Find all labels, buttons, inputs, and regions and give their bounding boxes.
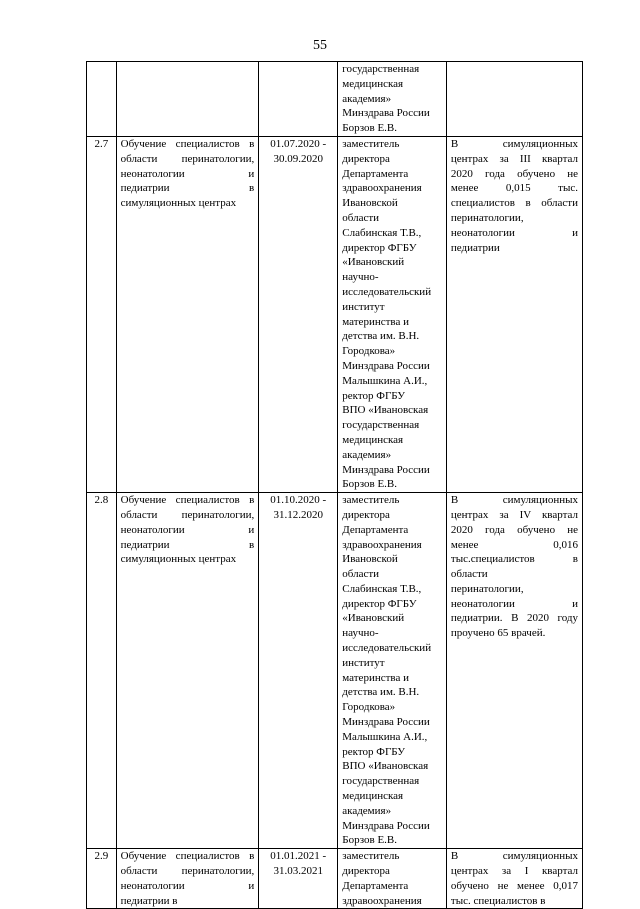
cell-text-line: ректор ФГБУ [342, 389, 406, 402]
result-cell [446, 136, 582, 492]
cell-text-line: неонатологии и [120, 879, 255, 892]
cell-text-line: педиатрии в [120, 894, 178, 907]
deadline-cell [259, 136, 338, 492]
cell-text-line: государственная [342, 419, 420, 432]
cell-text-line: Минздрава России [342, 359, 430, 372]
cell-text-line: государственная [342, 63, 420, 75]
row-number-cell: 2.8 [87, 493, 117, 849]
cell-text-line: Ивановской [342, 197, 398, 210]
cell-text-line: заместитель [342, 850, 400, 863]
deadline-cell [259, 849, 338, 909]
cell-text-line: Обучение специалистов в [120, 494, 255, 507]
measure-name-cell [116, 136, 259, 492]
cell-text-line: ректор ФГБУ [342, 745, 406, 758]
cell-text-line: тыс.специалистов в [450, 553, 578, 566]
cell-text-line: институт [342, 300, 385, 313]
deadline-cell [259, 62, 338, 137]
cell-text-line: области перинатологии, [120, 508, 255, 521]
cell-text-line: ВПО «Ивановская [342, 760, 429, 773]
cell-text-line: педиатрии в [120, 182, 255, 195]
cell-text-line: академия» [342, 448, 392, 461]
cell-text-line: научно- [342, 271, 379, 284]
cell-text-line: проучено 65 врачей. [450, 627, 546, 640]
cell-text-line: директора [342, 508, 390, 521]
table-row [87, 493, 583, 849]
cell-text-line: 31.03.2021 [273, 865, 324, 878]
measure-name-cell [116, 493, 259, 849]
table-row [87, 62, 583, 137]
measures-table [86, 61, 583, 909]
cell-text-line: Департамента [342, 523, 409, 536]
deadline-cell [259, 493, 338, 849]
cell-text-line: перинатологии, [450, 582, 524, 595]
measures-table-body [87, 62, 583, 909]
row-number-cell: 2.7 [87, 136, 117, 492]
cell-text-line: директора [342, 152, 390, 165]
cell-text-line: 01.01.2021 - [270, 850, 327, 863]
cell-text-line: области перинатологии, [120, 865, 255, 878]
cell-text-line: Департамента [342, 167, 409, 180]
cell-text-line: 01.10.2020 - [270, 494, 327, 507]
cell-text-line: неонатологии и [450, 597, 578, 610]
cell-text-line: Борзов Е.В. [342, 834, 397, 847]
cell-text-line: академия» [342, 92, 392, 105]
cell-text-line: Обучение специалистов в [120, 850, 255, 863]
cell-text-line: заместитель [342, 137, 400, 150]
cell-text-line: 30.09.2020 [273, 152, 324, 165]
cell-text-line: симуляционных центрах [120, 553, 237, 566]
row-number-cell [87, 62, 117, 137]
cell-text-line: центрах за I квартал [450, 865, 578, 878]
cell-text-line: В симуляционных [450, 850, 578, 863]
cell-text-line: детства им. В.Н. [342, 686, 420, 699]
cell-text-line: Ивановской [342, 553, 398, 566]
cell-text-line: В симуляционных [450, 137, 578, 150]
cell-text-line: перинатологии, [450, 211, 524, 224]
cell-text-line: Департамента [342, 879, 409, 892]
cell-text-line: заместитель [342, 494, 400, 507]
cell-text-line: Борзов Е.В. [342, 478, 397, 491]
table-row [87, 136, 583, 492]
cell-text-line: институт [342, 656, 385, 669]
cell-text-line: медицинская [342, 433, 404, 446]
cell-text-line: Городкова» [342, 345, 396, 358]
cell-text-line: неонатологии и [120, 167, 255, 180]
cell-text-line: Малышкина А.И., [342, 730, 428, 743]
cell-text-line: 01.07.2020 - [270, 137, 327, 150]
result-cell [446, 62, 582, 137]
cell-text-line: педиатрии [450, 241, 500, 254]
cell-text-line: специалистов в области [450, 197, 578, 210]
cell-text-line: здравоохранения [342, 894, 422, 907]
measure-name-cell [116, 62, 259, 137]
cell-text-line: тыс. специалистов в [450, 894, 546, 907]
cell-text-line: Минздрава России [342, 819, 430, 832]
cell-text-line: государственная [342, 775, 420, 788]
cell-text-line: центрах за IV квартал [450, 508, 578, 521]
cell-text-line: материнства и [342, 671, 409, 684]
cell-text-line: здравоохранения [342, 538, 422, 551]
cell-text-line: директора [342, 865, 390, 878]
cell-text-line: менее 0,015 тыс. [450, 182, 578, 195]
cell-text-line: педиатрии в [120, 538, 255, 551]
cell-text-line: ВПО «Ивановская [342, 404, 429, 417]
cell-text-line: менее 0,016 [450, 538, 578, 551]
cell-text-line: исследовательский [342, 285, 432, 298]
result-cell [446, 849, 582, 909]
cell-text-line: академия» [342, 804, 392, 817]
measure-name-cell [116, 849, 259, 909]
responsible-cell [338, 136, 447, 492]
cell-text-line: области [342, 211, 380, 224]
cell-text-line: «Ивановский [342, 612, 405, 625]
cell-text-line: медицинская [342, 790, 404, 803]
cell-text-line: Минздрава России [342, 107, 430, 120]
cell-text-line: Городкова» [342, 701, 396, 714]
result-cell [446, 493, 582, 849]
cell-text-line: детства им. В.Н. [342, 330, 420, 343]
cell-text-line: здравоохранения [342, 182, 422, 195]
cell-text-line: научно- [342, 627, 379, 640]
cell-text-line: Минздрава России [342, 463, 430, 476]
responsible-cell [338, 62, 447, 137]
responsible-cell [338, 849, 447, 909]
cell-text-line: педиатрии. В 2020 году [450, 612, 578, 625]
cell-text-line: исследовательский [342, 642, 432, 655]
cell-text-line: 2020 года обучено не [450, 523, 578, 536]
cell-text-line: обучено не менее 0,017 [450, 879, 578, 892]
page-number: 55 [313, 38, 327, 53]
cell-text-line: Минздрава России [342, 716, 430, 729]
cell-text-line: центрах за III квартал [450, 152, 578, 165]
cell-text-line: области [342, 568, 380, 581]
cell-text-line: Борзов Е.В. [342, 122, 397, 135]
cell-text-line: 2020 года обучено не [450, 167, 578, 180]
cell-text-line: 31.12.2020 [273, 508, 324, 521]
cell-text-line: Обучение специалистов в [120, 137, 255, 150]
responsible-cell [338, 493, 447, 849]
cell-text-line: «Ивановский [342, 256, 405, 269]
cell-text-line: области перинатологии, [120, 152, 255, 165]
cell-text-line: директор ФГБУ [342, 241, 417, 254]
cell-text-line: симуляционных центрах [120, 197, 237, 210]
cell-text-line: неонатологии и [120, 523, 255, 536]
cell-text-line: медицинская [342, 77, 404, 90]
cell-text-line: неонатологии и [450, 226, 578, 239]
table-row [87, 849, 583, 909]
cell-text-line: директор ФГБУ [342, 597, 417, 610]
cell-text-line: В симуляционных [450, 494, 578, 507]
cell-text-line: Малышкина А.И., [342, 374, 428, 387]
cell-text-line: Слабинская Т.В., [342, 226, 422, 239]
cell-text-line: Слабинская Т.В., [342, 582, 422, 595]
cell-text-line: материнства и [342, 315, 409, 328]
cell-text-line: области [450, 568, 488, 581]
row-number-cell: 2.9 [87, 849, 117, 909]
